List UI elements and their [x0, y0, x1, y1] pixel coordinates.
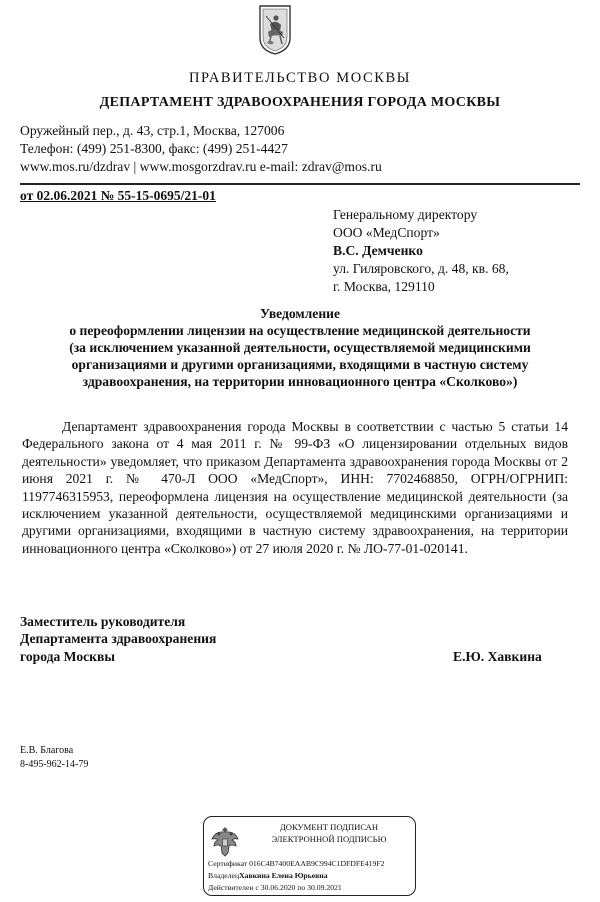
department-phone: Телефон: (499) 251-8300, факс: (499) 251-4427 — [20, 141, 288, 156]
notice-subject-line: здравоохранения, на территории инновационного центра «Сколково») — [82, 374, 518, 389]
stamp-owner-name: Хавкина Елена Юрьевна — [239, 871, 328, 880]
russian-eagle-emblem-icon — [209, 823, 241, 859]
government-name: ПРАВИТЕЛЬСТВО МОСКВЫ — [188, 70, 412, 86]
header-divider — [20, 183, 580, 185]
addressee-organization: ООО «МедСпорт» — [333, 225, 440, 240]
notice-body-paragraph: Департамент здравоохранения города Москвы в соответствии с частью 5 статьи 14 Федерального закона от 4 мая 2011 г. № 99-ФЗ «О лицензировании отдельных видов деятельности» уведомляет, что приказом Департамента здравоохранения города Москвы от 2 июня 2021 г. № 470-Л ООО «МедСпорт», ИНН: 7702468850, ОГРН/ОГРНИП: 1197746315953, переоформлена лицензия на осуществление медицинской деятельности (за исключением указанной деятельности, осуществляемой медицинскими организациями и другими организациями, входящими в частную систему здравоохранения, на территории инновационного центра «Сколково») от 27 июля 2020 г. № ЛО-77-01-020141. — [22, 419, 568, 556]
addressee-city: г. Москва, 129110 — [333, 279, 435, 294]
stamp-certificate-number: 016C4B7400EAAB9C994C1DFDFE419F2 — [249, 859, 385, 868]
department-web: www.mos.ru/dzdrav | www.mosgorzdrav.ru e-mail: zdrav@mos.ru — [20, 159, 382, 174]
signatory-name: Е.Ю. Хавкина — [453, 649, 542, 664]
department-name: ДЕПАРТАМЕНТ ЗДРАВООХРАНЕНИЯ ГОРОДА МОСКВЫ — [99, 95, 501, 110]
signatory-department: Департамента здравоохранения — [20, 631, 217, 646]
stamp-certificate-row — [208, 859, 384, 868]
notice-title: Уведомление — [259, 306, 341, 321]
stamp-certificate-label: Сертификат — [208, 859, 248, 868]
notice-subject-line: (за исключением указанной деятельности, осуществляемой медицинскими — [69, 340, 531, 355]
stamp-validity: Действителен с 30.06.2020 по 30.09.2021 — [208, 883, 342, 892]
addressee-position: Генеральному директору — [333, 207, 478, 222]
electronic-signature-stamp — [203, 816, 416, 896]
stamp-owner-row — [208, 871, 328, 880]
notice-subject-line: о переоформлении лицензии на осуществление медицинской деятельности — [69, 323, 531, 338]
signatory-position: Заместитель руководителя — [20, 614, 186, 629]
stamp-owner-label: Владелец — [208, 871, 240, 880]
addressee-street: ул. Гиляровского, д. 48, кв. 68, — [333, 261, 509, 276]
notice-subject-line: организациями и другими организациями, входящими в частную систему — [71, 357, 529, 372]
executor-name: Е.В. Благова — [20, 745, 74, 756]
stamp-heading: ЭЛЕКТРОННОЙ ПОДПИСЬЮ — [271, 834, 387, 844]
stamp-heading: ДОКУМЕНТ ПОДПИСАН — [279, 822, 379, 832]
document-number: от 02.06.2021 № 55-15-0695/21-01 — [20, 188, 216, 203]
signatory-city: города Москвы — [20, 649, 115, 664]
department-address: Оружейный пер., д. 43, стр.1, Москва, 127006 — [20, 123, 285, 138]
moscow-coat-of-arms-emblem — [258, 4, 292, 56]
addressee-name: В.С. Демченко — [333, 243, 423, 258]
executor-phone: 8-495-962-14-79 — [20, 759, 89, 770]
